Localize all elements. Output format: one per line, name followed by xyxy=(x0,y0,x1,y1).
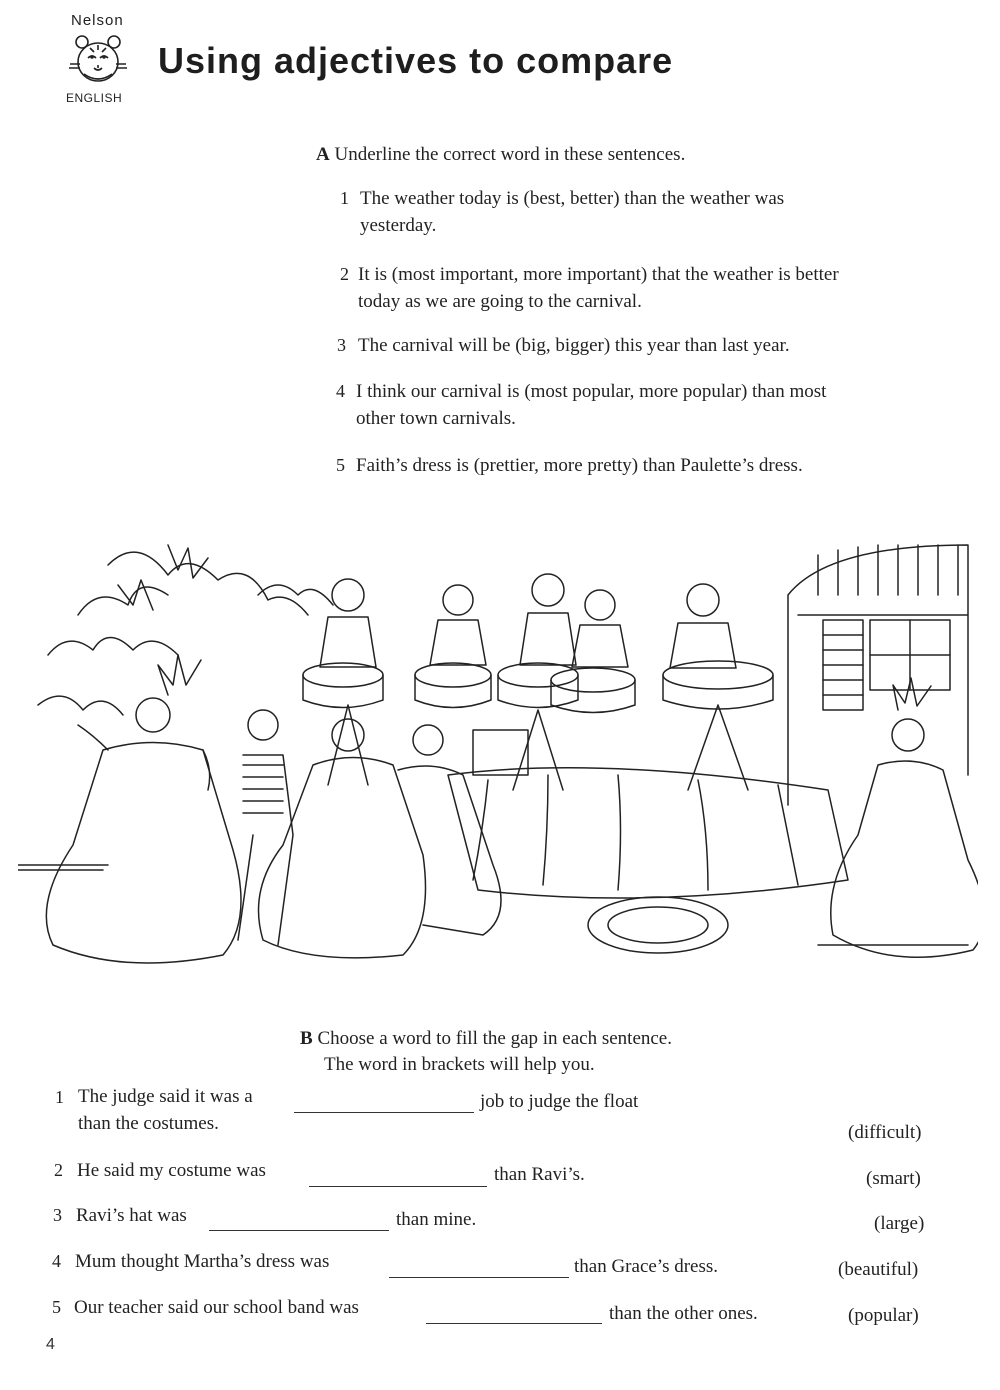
sentence-line: yesterday. xyxy=(360,215,437,236)
sentence-after-gap: than Grace’s dress. xyxy=(574,1256,719,1277)
answer-blank[interactable] xyxy=(294,1094,474,1113)
hint-word: (beautiful) xyxy=(838,1259,919,1280)
hint-word: (difficult) xyxy=(848,1122,922,1143)
item-number: 2 xyxy=(340,264,349,284)
ground-line xyxy=(18,865,968,945)
item-number: 5 xyxy=(336,455,345,475)
steel-band xyxy=(303,574,773,790)
section-a-heading xyxy=(316,142,685,167)
dancers xyxy=(46,655,978,963)
item-number: 5 xyxy=(52,1297,61,1317)
sentence-line: The weather today is (best, better) than the weather was xyxy=(360,188,785,209)
sentence-after-gap: job to judge the float xyxy=(480,1091,639,1112)
sentence-line: other town carnivals. xyxy=(356,408,516,429)
sentence-before-gap: Our teacher said our school band was xyxy=(74,1297,359,1318)
section-b-heading xyxy=(300,1026,672,1051)
answer-blank[interactable] xyxy=(309,1168,487,1187)
sentence-after-gap: than Ravi’s. xyxy=(494,1164,585,1185)
section-b-instruction-2: The word in brackets will help you. xyxy=(324,1054,595,1075)
section-b-instruction-1: Choose a word to fill the gap in each sentence. xyxy=(317,1028,672,1049)
item-number: 3 xyxy=(337,335,346,355)
item-number: 4 xyxy=(52,1251,61,1271)
sentence-before-gap: Mum thought Martha’s dress was xyxy=(75,1251,330,1272)
item-number: 1 xyxy=(340,188,349,208)
hint-word: (smart) xyxy=(866,1168,921,1189)
palm-foliage xyxy=(38,552,308,715)
page-title: Using adjectives to compare xyxy=(158,40,674,81)
section-a-letter: A xyxy=(316,144,330,165)
section-a-instruction: Underline the correct word in these sentences. xyxy=(334,144,686,165)
sentence-line: I think our carnival is (most popular, more popular) than most xyxy=(356,381,827,402)
section-b-letter: B xyxy=(300,1028,313,1049)
brand-name-bottom: ENGLISH xyxy=(66,91,123,105)
palm-foliage xyxy=(118,545,333,610)
answer-blank[interactable] xyxy=(389,1259,569,1278)
sentence-line: It is (most important, more important) that the weather is better xyxy=(358,264,839,285)
sentence-line: than the costumes. xyxy=(78,1113,219,1134)
sentence-line: Faith’s dress is (prettier, more pretty) than Paulette’s dress. xyxy=(356,455,803,476)
answer-blank[interactable] xyxy=(426,1305,602,1324)
hint-word: (popular) xyxy=(848,1305,919,1326)
sentence-line: The carnival will be (big, bigger) this year than last year. xyxy=(358,335,790,356)
sentence-line: today as we are going to the carnival. xyxy=(358,291,642,312)
sentence-before-gap: Ravi’s hat was xyxy=(76,1205,187,1226)
item-number: 2 xyxy=(54,1160,63,1180)
sentence-after-gap: than mine. xyxy=(396,1209,477,1230)
item-number: 3 xyxy=(53,1205,62,1225)
sentence-before-gap: The judge said it was a xyxy=(78,1086,253,1107)
answer-blank[interactable] xyxy=(209,1212,389,1231)
tiger-logo-icon xyxy=(66,30,130,92)
sentence-before-gap: He said my costume was xyxy=(77,1160,266,1181)
brand-name-top: Nelson xyxy=(71,12,124,29)
item-number: 1 xyxy=(55,1087,64,1107)
carnival-illustration xyxy=(18,525,978,985)
page-number: 4 xyxy=(46,1336,55,1353)
item-number: 4 xyxy=(336,381,345,401)
hint-word: (large) xyxy=(874,1213,925,1234)
sentence-after-gap: than the other ones. xyxy=(609,1303,758,1324)
